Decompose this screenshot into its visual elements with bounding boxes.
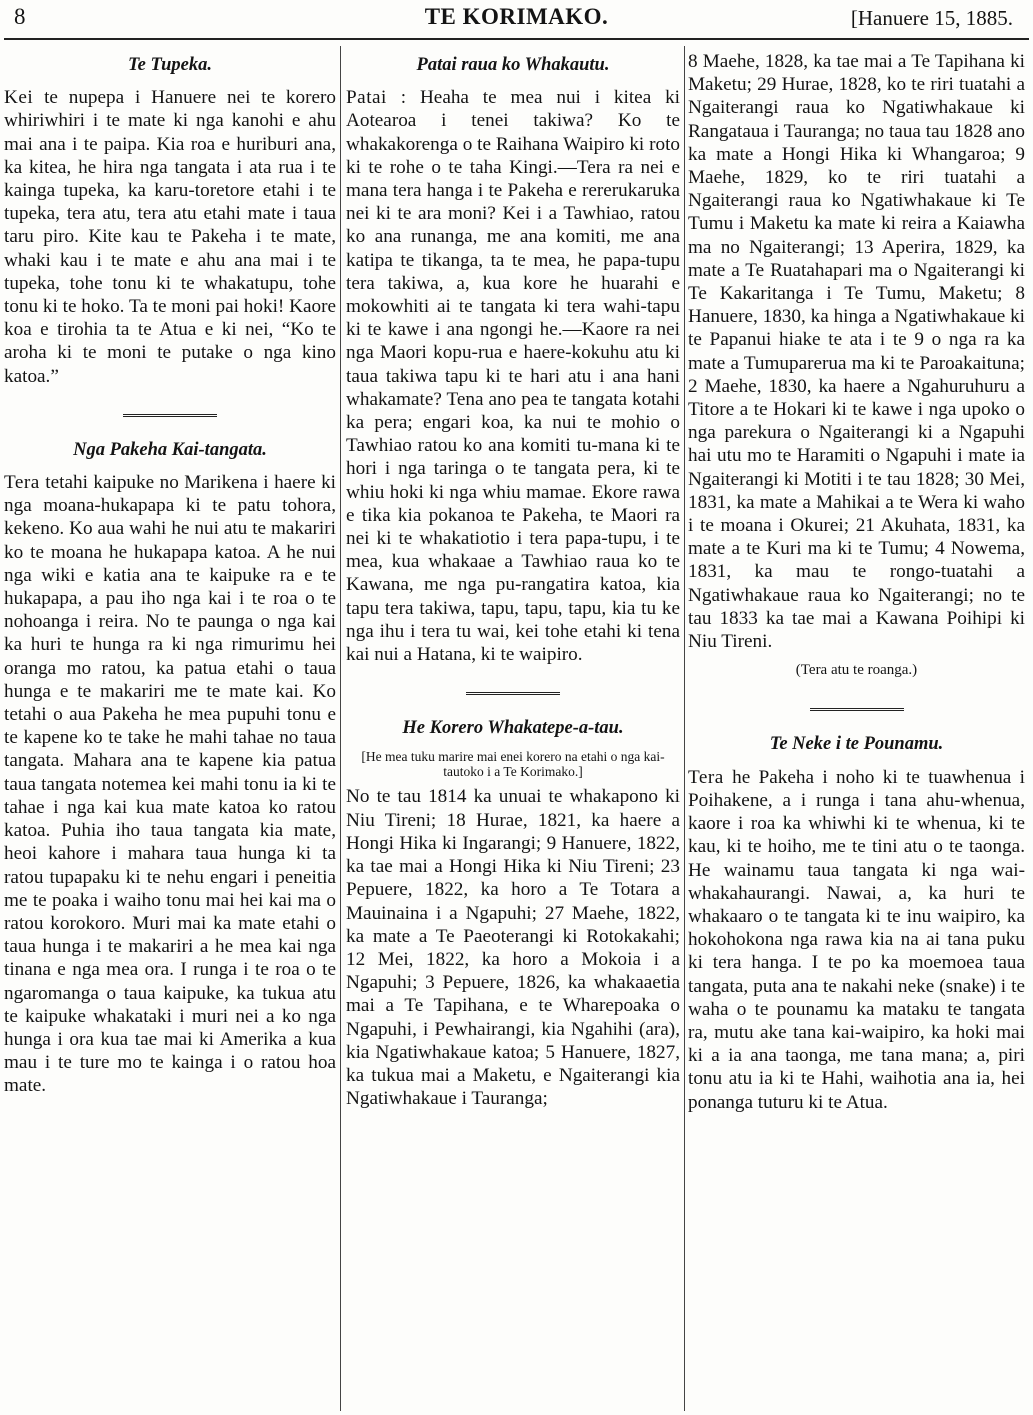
column-rule (340, 46, 341, 1411)
article-body-tupeka (4, 86, 336, 388)
masthead (0, 0, 1033, 40)
article-title-pakeha: Nga Pakeha Kai-tangata. (73, 439, 267, 460)
lead-word: Tera (4, 472, 40, 494)
lead-word: Patai (346, 87, 387, 109)
section-divider (810, 708, 904, 711)
article-body-neke (688, 766, 1025, 1114)
section-divider (123, 414, 217, 417)
column-2 (346, 50, 680, 1409)
lead-word: Tera (688, 766, 724, 788)
article-body-pakeha (4, 471, 336, 1097)
article-title-whakatepe: He Korero Whakatepe-a-tau. (402, 718, 624, 739)
section-divider (466, 692, 560, 695)
continued-notice: (Tera atu te roanga.) (795, 662, 918, 679)
body-text: tetahi kaipuke no Marikena i haere ki nga moana-hukapapa ki te patu tohora, kekeno. Ko aua wahi he nui atu te makariri ko te moana he hukapapa katoa. A he nui nga wiki e katia ana te kaipuke ra e te hukapapa, a pau iho nga kai i te roa o te nohoanga i reira. No te paunga o nga kai ka huri te hunga ra ki nga rimurimu hei oranga mo ratou, ka patua etahi o taua hunga e te makariri me te mate kai. Ko tetahi o aua Pakeha he mea pupuhi tonu e te kapene ko te take he mahi tahae no taua tangata. Mahara ana te kapene kia patua taua tangata notemea kei mahi tonu ia ki te tahae i nga kai kua mate katoa ko ratou katoa. Puhia iho taua tangata kia mate, heoi kahore i mahara taua hunga ki ta ratou tupapaku ki te nehu engari i peneitia me te poaka i waiho tonu mai hei kai ma o ratou korokoro. Muri mai ka mate etahi o taua hunga i te makariri a he mea kai nga tinana e nga mea ora. I runga i te roa o te ngaromanga o taua kaipuke, ka tukua atu te kaipuke whakataki i muri nei a ko nga hunga i ora kua tae mai ki Amerika a kua mau i te ture mo te kainga i o ratou hoa mate. (4, 472, 336, 1097)
issue-date: [Hanuere 15, 1885. (850, 6, 1013, 30)
body-text: : Heaha te mea nui i kitea ki Aotearoa i tenei takiwa? Ko te whakakorenga o te Raihana Waipiro ki roto ki te rohe o te taha Kingi.—Tera ra nei e mana tera hanga i te Pakeha e rererukaruka nei ki te ara moni? Kei i a Tawhiao, ratou ko ana runanga, me ana komiti, me ana katipa te tikanga, ta te mea, he papa-tupu tera takiwa, a, kua kore he huarahi e mokowhiti ai te tangata ki tera wahi-tapu ki te kawe i ana ngongi he.—Kaore ra nei nga Maori kopu-rua e haere-kokuhu atu ki taua takiwa tapu ki te hari atu i ana hani whakamate? Tena ano pea te tangata kotahi ka pera; engari koa, ka nui te mohio o Tawhiao ratou ko ana komiti tu-mana ki te hori i nga taringa o te tangata pera, ki te whiu hoki ki nga whiu mamae. Ekore rawa e tika kia pokanoa te Pakeha, te Maori ra nei ki te whakatiotio i tera papa-tupu, i te mea, kua whakaae a Tawhiao raua ko te Kawana, me nga pu-rangatira katoa, kia tapu tera takiwa, tapu, tapu, tapu, kia tu ke nga ihu i tera tu wai, kei tohe etahi ki tena kai nui a Hatana, ki te waipiro. (346, 87, 680, 666)
article-body-whakatepe: No te tau 1814 ka unuai te whakapono ki Niu Tireni; 18 Hurae, 1821, ka haere a Hongi Hika ki Ingarangi; 9 Hanuere, 1822, ka tae mai a Hongi Hika ki Niu Tireni; 23 Pepuere, 1822, ka horo a Te Totara a Mauinaina i a Ngapuhi; 27 Maehe, 1822, ka mate a Te Paeoterangi ki Rotokakahi; 12 Mei, 1822, ka horo a Mokoia i a Ngapuhi; 3 Pepuere, 1826, ka whakaaetia mai a Te Tapihana, e te Wharepoaka o Ngapuhi, i Pewhairangi, kia Ngahihi (ara), kia Ngatiwhakaue katoa; 5 Hanuere, 1827, ka tukua mai a Maketu, e Ngaiterangi kia Ngatiwhakaue i Tauranga; (346, 786, 680, 1110)
article-title-neke: Te Neke i te Pounamu. (769, 734, 944, 755)
lead-word: Kei (4, 87, 34, 109)
article-body-whakatepe-continued: 8 Maehe, 1828, ka tae mai a Te Tapihana ki Maketu; 29 Hurae, 1828, ko te riri tuatahi a Ngaiterangi raua ko Ngatiwhakaue ki Rangataua i Tauranga; no taua tau 1828 ano ka mate a Hongi Hika ki Whangaroa; 9 Maehe, 1829, ko te riri tuatahi a Ngaiterangi raua ko Ngatiwhakaue ki Te Tumu i Maketu ka mate ki reira a Kaiawha ma no Ngaiterangi; 13 Aperira, 1829, ka mate a Te Ruatahapari ma o Ngaiterangi ki Te Kakaritanga i Te Tumu, Maketu; 8 Hanuere, 1830, ka hinga a Ngatiwhakaue ki te Papanui hiake te ata i te 9 o nga ra ka mate a Tumuparerua ma ki te Paroakaituna; 2 Maehe, 1830, ka haere a Ngahuruhuru a Titore a te Hokari ki te kawe i nga upoko o nga parekura o Ngaiterangi ki a Ngapuhi hai utu mo te Haramiti o Ngapuhi i mate ia Ngaiterangi ki Motiti i te tau 1828; 30 Mei, 1831, ka mate a Mahikai a te Wera ki waho i te moana i Okurei; 21 Akuhata, 1831, ka mate a te Kuri ma ki te Tumu; 4 Nowema, 1831, ka mau te rongo-tuatahi a Ngatiwhakaue raua ko Ngaiterangi; no te tau 1833 ka tae mai a Kawana Poihipi ki Niu Tireni. (688, 51, 1025, 653)
column-3 (688, 50, 1025, 1409)
body-text: he Pakeha i noho ki te tuawhenua i Poihakene, a i runga i tana ahu-whenua, kaore i roa ka whiwhi ki te whenua, ki te kau, ki te hoiho, me te tini atu o te taonga. He wainamu taua tangata ki nga wai-whakahaurangi. Nawai, a, ka huri te whakaaro o te tangata ki te inu waipiro, ka hokohokona nga rawa kia na ai tana puku ki tera hanga. I te po ka moemoea taua tangata, puta ana te nakahi neke (snake) i te waha o te pounamu ka mataku te tangata ra, mutu ake tana kai-waipiro, ka hoki mai ki a ia ana taonga, me tana mana; a, piri tonu atu ia ki te Hahi, waihotia ana ia, hei ponanga tuturu ki te Atua. (688, 766, 1025, 1113)
column-rule (684, 46, 685, 1411)
article-title-tupeka: Te Tupeka. (128, 55, 212, 75)
column-1 (4, 50, 336, 1409)
article-body-patai (346, 86, 680, 666)
page-number: 8 (14, 4, 26, 29)
newspaper-title: TE KORIMAKO. (424, 4, 609, 29)
body-text: te nupepa i Hanuere nei te korero whiriwhiri i te mate ki nga kanohi e ahu mai ana i te paipa. Kia roa e huriburi ana, ka kitea, he hira nga tangata i ata rua i te kainga tupeka, ka karu-toretore etahi i te tupeka, tera atu, tera atu etahi mate i taua taru piro. Kite kau te Pakeha i te mate, whaki kau i te mate e ahu ana mai i te tupeka, tohe tonu ki te whakatupu, tohe tonu ki te hoko. Ta te moni pai hoki! Kaore koa e tirohia ta te Atua e ki nei, “Ko te aroha ki te moni te putake o nga kino katoa.” (4, 87, 336, 387)
contributor-note: [He mea tuku marire mai enei korero na etahi o nga kai-tautoko i a Te Korimako.] (361, 749, 665, 780)
masthead-rule (4, 38, 1029, 40)
article-title-patai: Patai raua ko Whakautu. (416, 55, 610, 75)
